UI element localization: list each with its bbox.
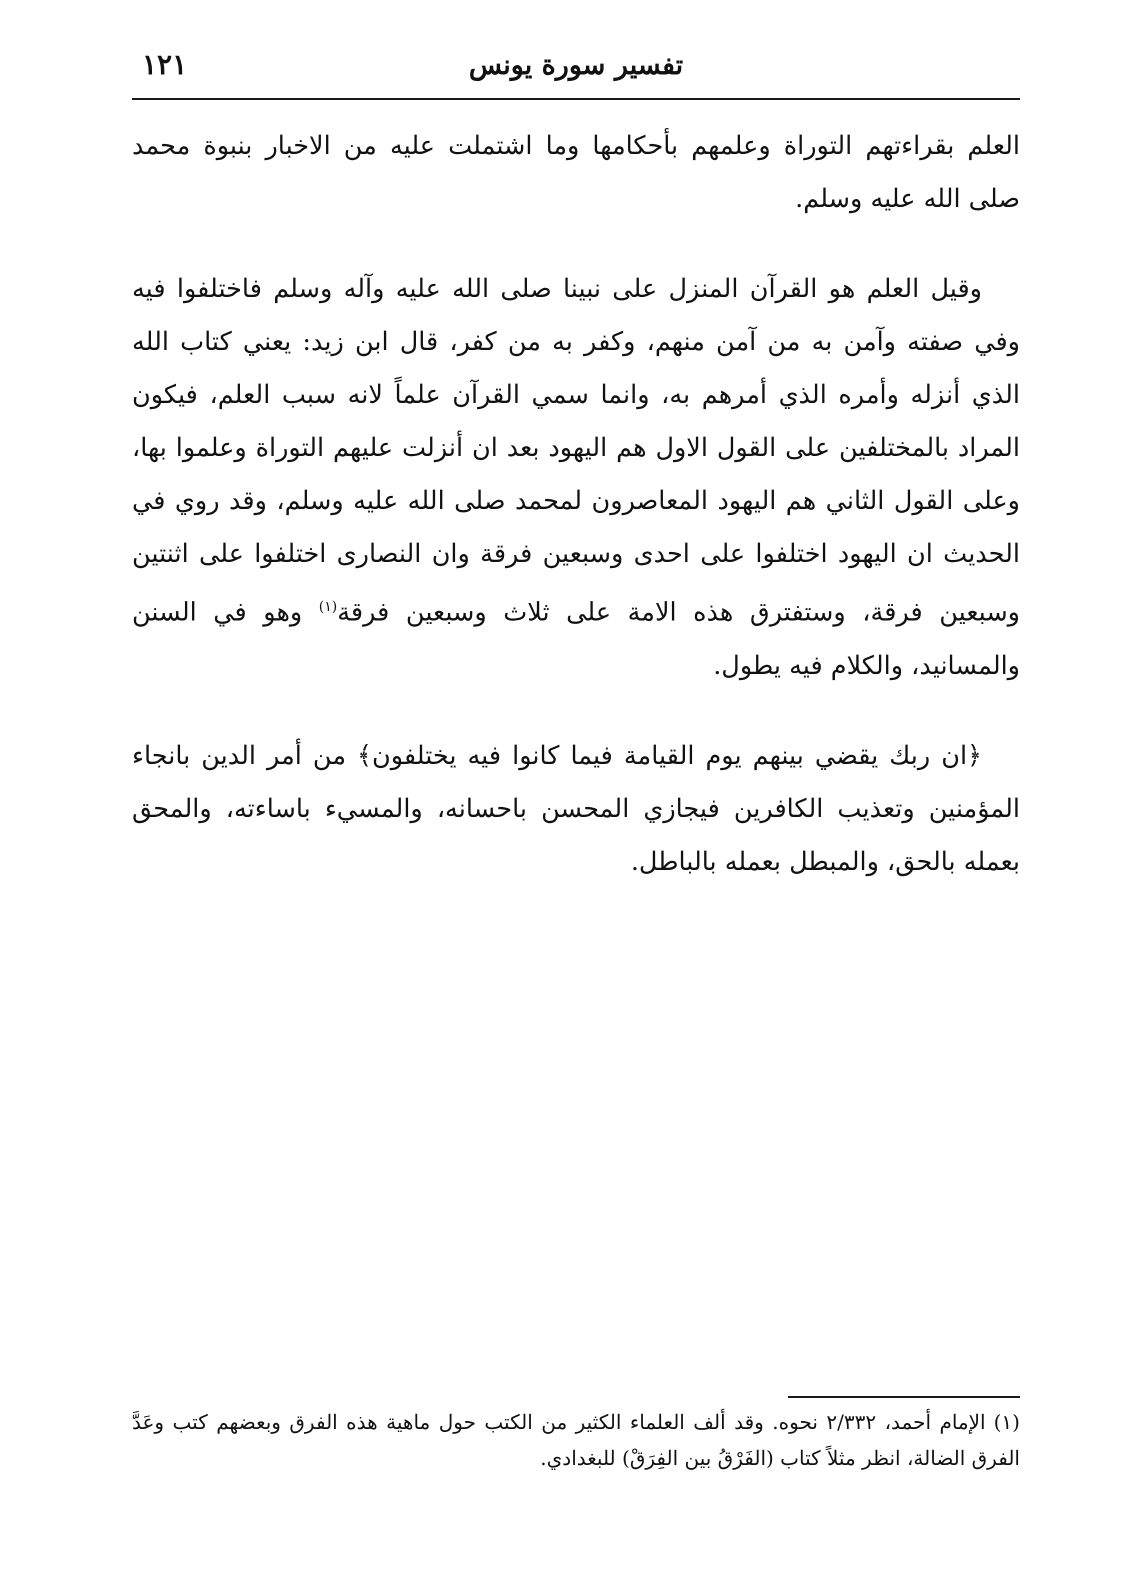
footnote [132,1404,1020,1476]
paragraph-text: العلم بقراءتهم التوراة وعلمهم بأحكامها وما اشتملت عليه من الاخبار بنبوة محمد صلى الله عليه وسلم. [132,131,1020,214]
footnotes [132,1404,1020,1476]
footnote-reference: (١) [318,599,338,615]
footnote-text: الإمام أحمد، ٢/٣٣٢ نحوه. وقد ألف العلماء الكثير من الكتب حول ماهية هذه الفرق وبعضهم كتب وعَدَّ الفرق الضالة، انظر مثلاً كتاب (الفَرْقُ بين الفِرَقْ) للبغدادي. [132,1410,1020,1470]
paragraph [132,730,1020,889]
page-number: ١٢١ [142,48,188,81]
paragraph-text: ﴿ان ربك يقضي بينهم يوم القيامة فيما كانوا فيه يختلفون﴾ من أمر الدين بانجاء المؤمنين وتعذيب الكافرين فيجازي المحسن باحسانه، والمسيء باساءته، والمحق بعمله بالحق، والمبطل بعمله بالباطل. [132,740,1020,877]
paragraph-text: وقيل العلم هو القرآن المنزل على نبينا صلى الله عليه وآله وسلم فاختلفوا فيه وفي صفته وآمن به من آمن منهم، وكفر به من كفر، قال ابن زيد: يعني كتاب الله الذي أنزله وأمره الذي أمرهم به، وانما سمي القرآن علماً لانه سبب العلم، فيكون المراد بالمختلفين على القول الاول هم اليهود بعد ان أنزلت عليهم التوراة وعلموا بها، وعلى القول الثاني هم اليهود المعاصرون لمحمد صلى الله عليه وسلم، وقد روي في الحديث ان اليهود اختلفوا على احدى وسبعين فرقة وان النصارى اختلفوا على اثنتين وسبعين فرقة، وستفترق هذه الامة على ثلاث وسبعين فرقة [132,274,1020,628]
main-text [132,120,1020,889]
paragraph [132,120,1020,226]
page-header [132,44,1020,100]
paragraph-text-tail: وهو في السنن والمسانيد، والكلام فيه يطول. [132,597,1020,681]
footnote-number: (١) [993,1410,1020,1434]
running-title: تفسير سورة يونس [468,50,684,81]
paragraph [132,263,1020,693]
footnote-separator [788,1396,1020,1398]
